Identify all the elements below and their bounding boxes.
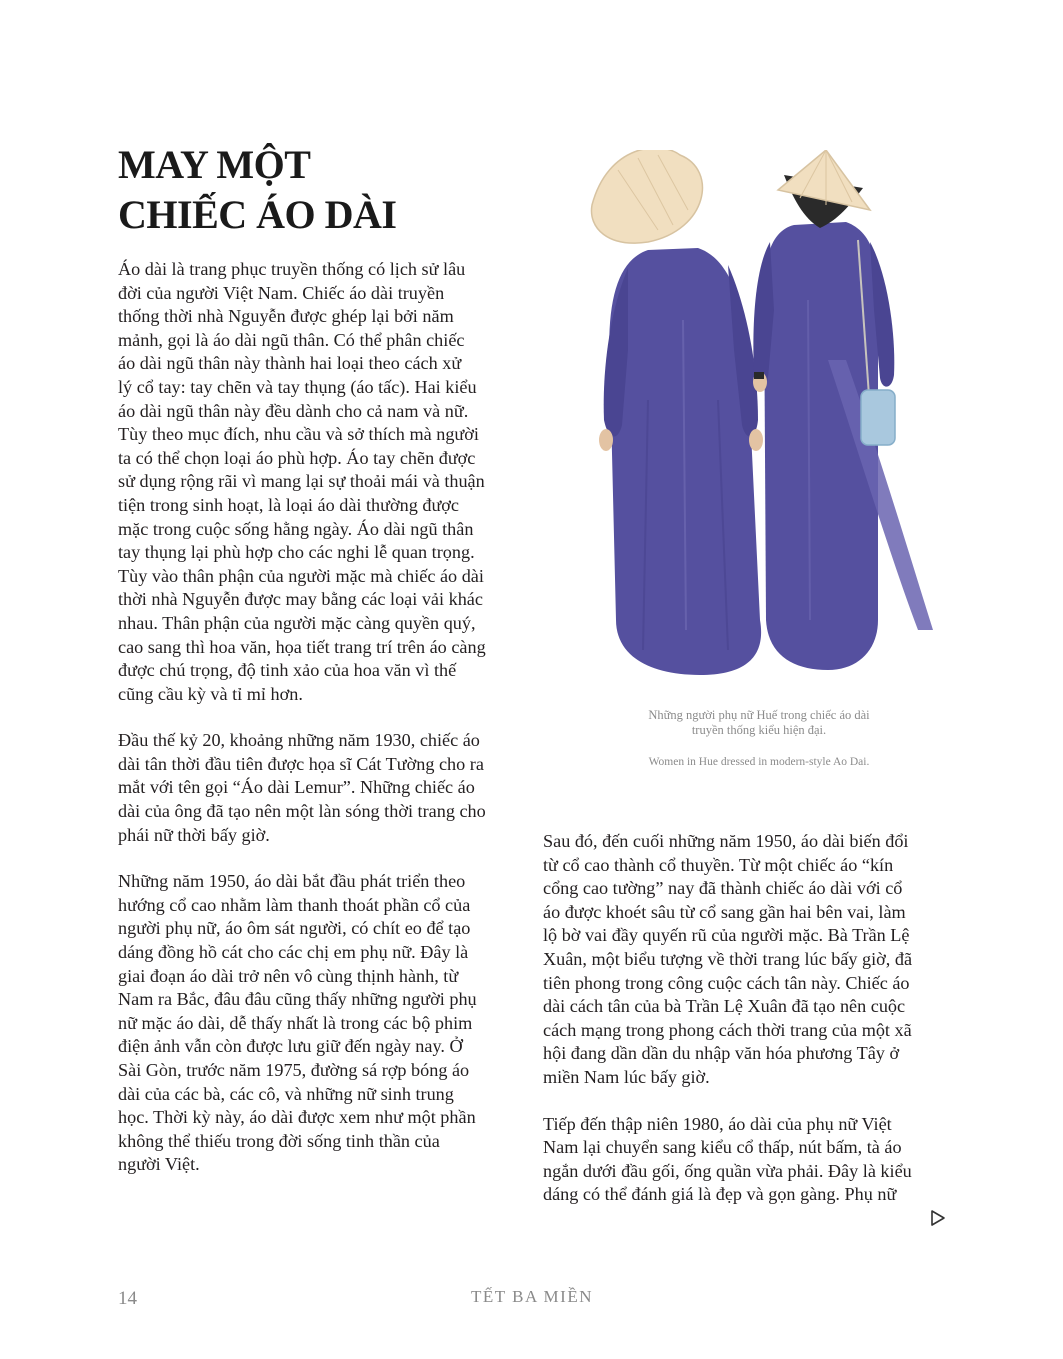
text-line: phái nữ thời bấy giờ. xyxy=(118,824,270,845)
text-line: lộ bờ vai đầy quyến rũ của người mặc. Bà Trần Lệ xyxy=(543,925,910,946)
text-line: thời nhà Nguyễn được may bằng các loại vải khác xyxy=(118,589,483,610)
body-paragraph xyxy=(118,258,522,706)
text-line: dáng có thể đánh giá là đẹp và gọn gàng. Phụ nữ xyxy=(543,1184,897,1205)
title-line: CHIẾC ÁO DÀI xyxy=(118,192,397,237)
text-line: cách mạng trong phong cách thời trang của một xã xyxy=(543,1019,912,1040)
text-line: từ cổ cao thành cổ thuyền. Từ một chiếc áo “kín xyxy=(543,854,894,875)
text-line: không thể thiếu trong đời sống tinh thần của xyxy=(118,1130,440,1151)
text-line: Tùy theo mục đích, nhu cầu và sở thích mà người xyxy=(118,424,479,445)
text-line: học. Thời kỳ này, áo dài được xem như một phần xyxy=(118,1107,476,1128)
text-line: nữ mặc áo dài, dễ thấy nhất là trong các bộ phim xyxy=(118,1012,473,1033)
text-line: người phụ nữ, áo ôm sát người, có chít eo để tạo xyxy=(118,918,471,939)
left-column xyxy=(118,258,522,1200)
two-women-ao-dai-illustration xyxy=(588,150,960,690)
image-caption xyxy=(600,708,918,770)
text-line: mắt với tên gọi “Áo dài Lemur”. Những chiếc áo xyxy=(118,777,475,798)
title-line: MAY MỘT xyxy=(118,142,311,187)
text-line: Tiếp đến thập niên 1980, áo dài của phụ nữ Việt xyxy=(543,1113,892,1134)
text-line: điện ảnh vẫn còn được lưu giữ đến ngày nay. Ở xyxy=(118,1036,463,1057)
text-line: đời của người Việt Nam. Chiếc áo dài truyền xyxy=(118,282,445,303)
text-line: Sau đó, đến cuối những năm 1950, áo dài biến đổi xyxy=(543,831,909,851)
caption-vi-line: truyền thống kiểu hiện đại. xyxy=(691,723,827,737)
text-line: hội đang dần dần du nhập văn hóa phương Tây ở xyxy=(543,1043,900,1064)
text-line: sử dụng rộng rãi vì mang lại sự thoải mái và thuận xyxy=(118,471,485,492)
page-title xyxy=(118,140,538,240)
text-line: nhau. Thân phận của người mặc càng quyền quý, xyxy=(118,612,476,633)
text-line: Nam lại chuyển sang kiểu cổ thấp, nút bấm, tà áo xyxy=(543,1137,902,1158)
woman-right-figure xyxy=(753,150,933,670)
text-line: lý cổ tay: tay chẽn và tay thụng (áo tấc). Hai kiểu xyxy=(118,376,477,397)
page-number: 14 xyxy=(118,1288,137,1309)
text-line: dài của ông đã tạo nên một làn sóng thời trang cho xyxy=(118,801,486,822)
text-line: mảnh, gọi là áo dài ngũ thân. Có thể phân chiếc xyxy=(118,329,465,350)
play-triangle-icon xyxy=(928,1209,948,1227)
text-line: tiên phong trong công cuộc cách tân này. Chiếc áo xyxy=(543,972,910,993)
text-line: cổng cao tường” nay đã thành chiếc áo dài với cổ xyxy=(543,878,903,899)
text-line: Đầu thế kỷ 20, khoảng những năm 1930, chiếc áo xyxy=(118,730,480,751)
text-line: dài cách tân của bà Trần Lệ Xuân đã tạo nên cuộc xyxy=(543,996,906,1017)
body-paragraph xyxy=(118,729,522,847)
text-line: Sài Gòn, trước năm 1975, đường sá rợp bóng áo xyxy=(118,1060,470,1080)
text-line: Áo dài là trang phục truyền thống có lịch sử lâu xyxy=(118,259,466,279)
text-line: miền Nam lúc bấy giờ. xyxy=(543,1066,710,1087)
text-line: cũng cầu kỳ và tỉ mỉ hơn. xyxy=(118,683,303,704)
text-line: tiện trong sinh hoạt, là loại áo dài thường được xyxy=(118,494,459,515)
body-paragraph xyxy=(543,1113,947,1207)
text-line: tay thụng lại phù hợp cho các nghi lễ quan trọng. xyxy=(118,542,475,563)
text-line: cao sang thì hoa văn, họa tiết trang trí trên áo càng xyxy=(118,636,486,657)
text-line: áo được khoét sâu từ cổ sang gần hai bên vai, làm xyxy=(543,901,906,922)
caption-en: Women in Hue dressed in modern-style Ao Dai. xyxy=(648,756,870,768)
text-line: Tùy vào thân phận của người mặc mà chiếc áo dài xyxy=(118,565,484,586)
text-line: dài tân thời đầu tiên được họa sĩ Cát Tường cho ra xyxy=(118,753,484,774)
body-paragraph xyxy=(543,830,947,1090)
text-line: dài của các bà, các cô, và những nữ sinh trung xyxy=(118,1083,454,1104)
text-line: dáng đồng hồ cát cho các chị em phụ nữ. Đây là xyxy=(118,942,469,963)
right-column xyxy=(543,830,947,1230)
text-line: ngắn dưới đầu gối, ống quần vừa phải. Đây là kiểu xyxy=(543,1160,912,1181)
text-line: người Việt. xyxy=(118,1154,200,1175)
text-line: áo dài ngũ thân này thành hai loại theo cách xử xyxy=(118,353,462,374)
running-footer-title: TẾT BA MIỀN xyxy=(471,1287,593,1306)
text-line: hướng cổ cao nhằm làm thanh thoát phần cổ của xyxy=(118,894,471,915)
caption-vi-line: Những người phụ nữ Huế trong chiếc áo dài xyxy=(648,708,870,722)
text-line: mặc trong cuộc sống hằng ngày. Áo dài ngũ thân xyxy=(118,518,474,539)
text-line: Xuân, một biểu tượng về thời trang lúc bấy giờ, đã xyxy=(543,948,913,969)
text-line: Những năm 1950, áo dài bắt đầu phát triển theo xyxy=(118,871,466,892)
body-paragraph xyxy=(118,870,522,1177)
text-line: ta có thể chọn loại áo phù hợp. Áo tay chẽn được xyxy=(118,447,476,468)
text-line: được chú trọng, độ tinh xảo của hoa văn vì thế xyxy=(118,660,457,681)
woman-left-figure xyxy=(591,150,763,675)
text-line: thống thời nhà Nguyễn được ghép lại bởi năm xyxy=(118,306,454,327)
text-line: Nam ra Bắc, đâu đâu cũng thấy những người phụ xyxy=(118,989,477,1010)
text-line: giai đoạn áo dài trở nên vô cùng thịnh hành, từ xyxy=(118,965,459,986)
text-line: áo dài ngũ thân này đều dành cho cả nam và nữ. xyxy=(118,400,469,421)
